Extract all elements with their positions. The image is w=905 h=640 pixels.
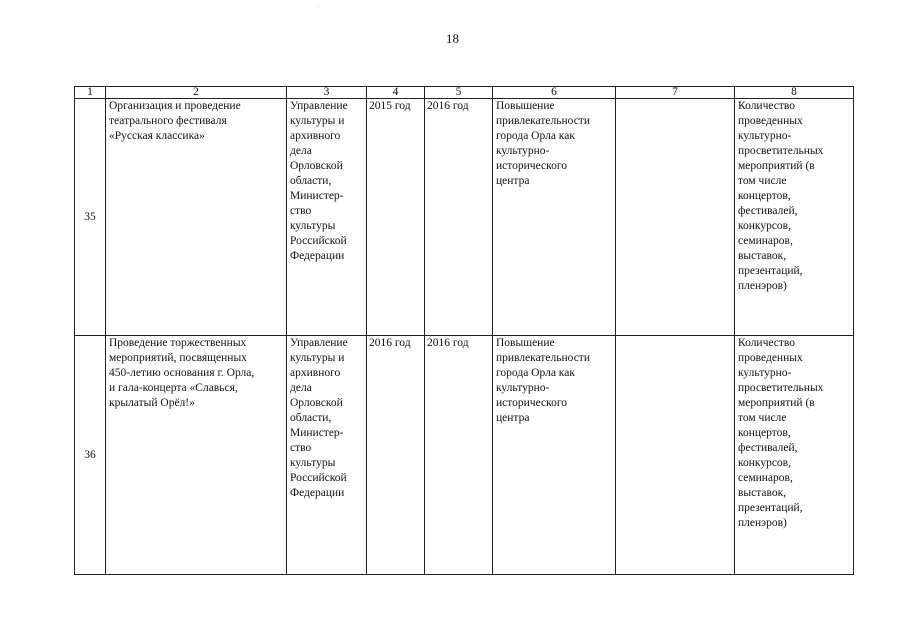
row-number: 35 <box>75 99 106 336</box>
column-header-4: 4 <box>367 87 425 99</box>
column-header-1: 1 <box>75 87 106 99</box>
indicator-cell <box>735 99 854 336</box>
goal-cell <box>493 99 616 336</box>
table-header-row <box>75 87 854 99</box>
column-header-5: 5 <box>425 87 493 99</box>
page-number: 18 <box>446 31 459 46</box>
table-row <box>75 99 854 336</box>
end-year: 2016 год <box>425 99 493 336</box>
goal: Повышение привлекательности города Орла как культурно- исторического центра <box>496 100 590 187</box>
column-header-2: 2 <box>106 87 287 99</box>
column-header-6: 6 <box>493 87 616 99</box>
row-number: 36 <box>75 336 106 575</box>
organizer-cell <box>287 99 367 336</box>
column-header-3: 3 <box>287 87 367 99</box>
organizer-cell <box>287 336 367 575</box>
organizer: Управление культуры и архивного дела Орловской области, Министер- ство культуры Российской Федерации <box>290 337 348 499</box>
column-7-cell <box>616 99 735 336</box>
column-header-7: 7 <box>616 87 735 99</box>
event-name: Проведение торжественных мероприятий, посвященных 450-летию основания г. Орла, и гала-концерта «Славься, крылатый Орёл!» <box>109 337 255 409</box>
indicator: Количество проведенных культурно- просветительных мероприятий (в том числе концертов, фестивалей, конкурсов, семинаров, выставок, презентаций, пленэров) <box>738 100 824 292</box>
start-year: 2016 год <box>367 336 425 575</box>
events-table <box>74 86 854 575</box>
goal: Повышение привлекательности города Орла как культурно- исторического центра <box>496 337 590 424</box>
column-header-8: 8 <box>735 87 854 99</box>
scan-speck <box>318 6 319 7</box>
start-year: 2015 год <box>367 99 425 336</box>
table-row <box>75 336 854 575</box>
end-year: 2016 год <box>425 336 493 575</box>
indicator: Количество проведенных культурно- просветительных мероприятий (в том числе концертов, фестивалей, конкурсов, семинаров, выставок, презентаций, пленэров) <box>738 337 824 529</box>
indicator-cell <box>735 336 854 575</box>
event-name: Организация и проведение театрального фестиваля «Русская классика» <box>109 100 241 142</box>
goal-cell <box>493 336 616 575</box>
event-name-cell <box>106 99 287 336</box>
event-name-cell <box>106 336 287 575</box>
organizer: Управление культуры и архивного дела Орловской области, Министер- ство культуры Российской Федерации <box>290 100 348 262</box>
column-7-cell <box>616 336 735 575</box>
